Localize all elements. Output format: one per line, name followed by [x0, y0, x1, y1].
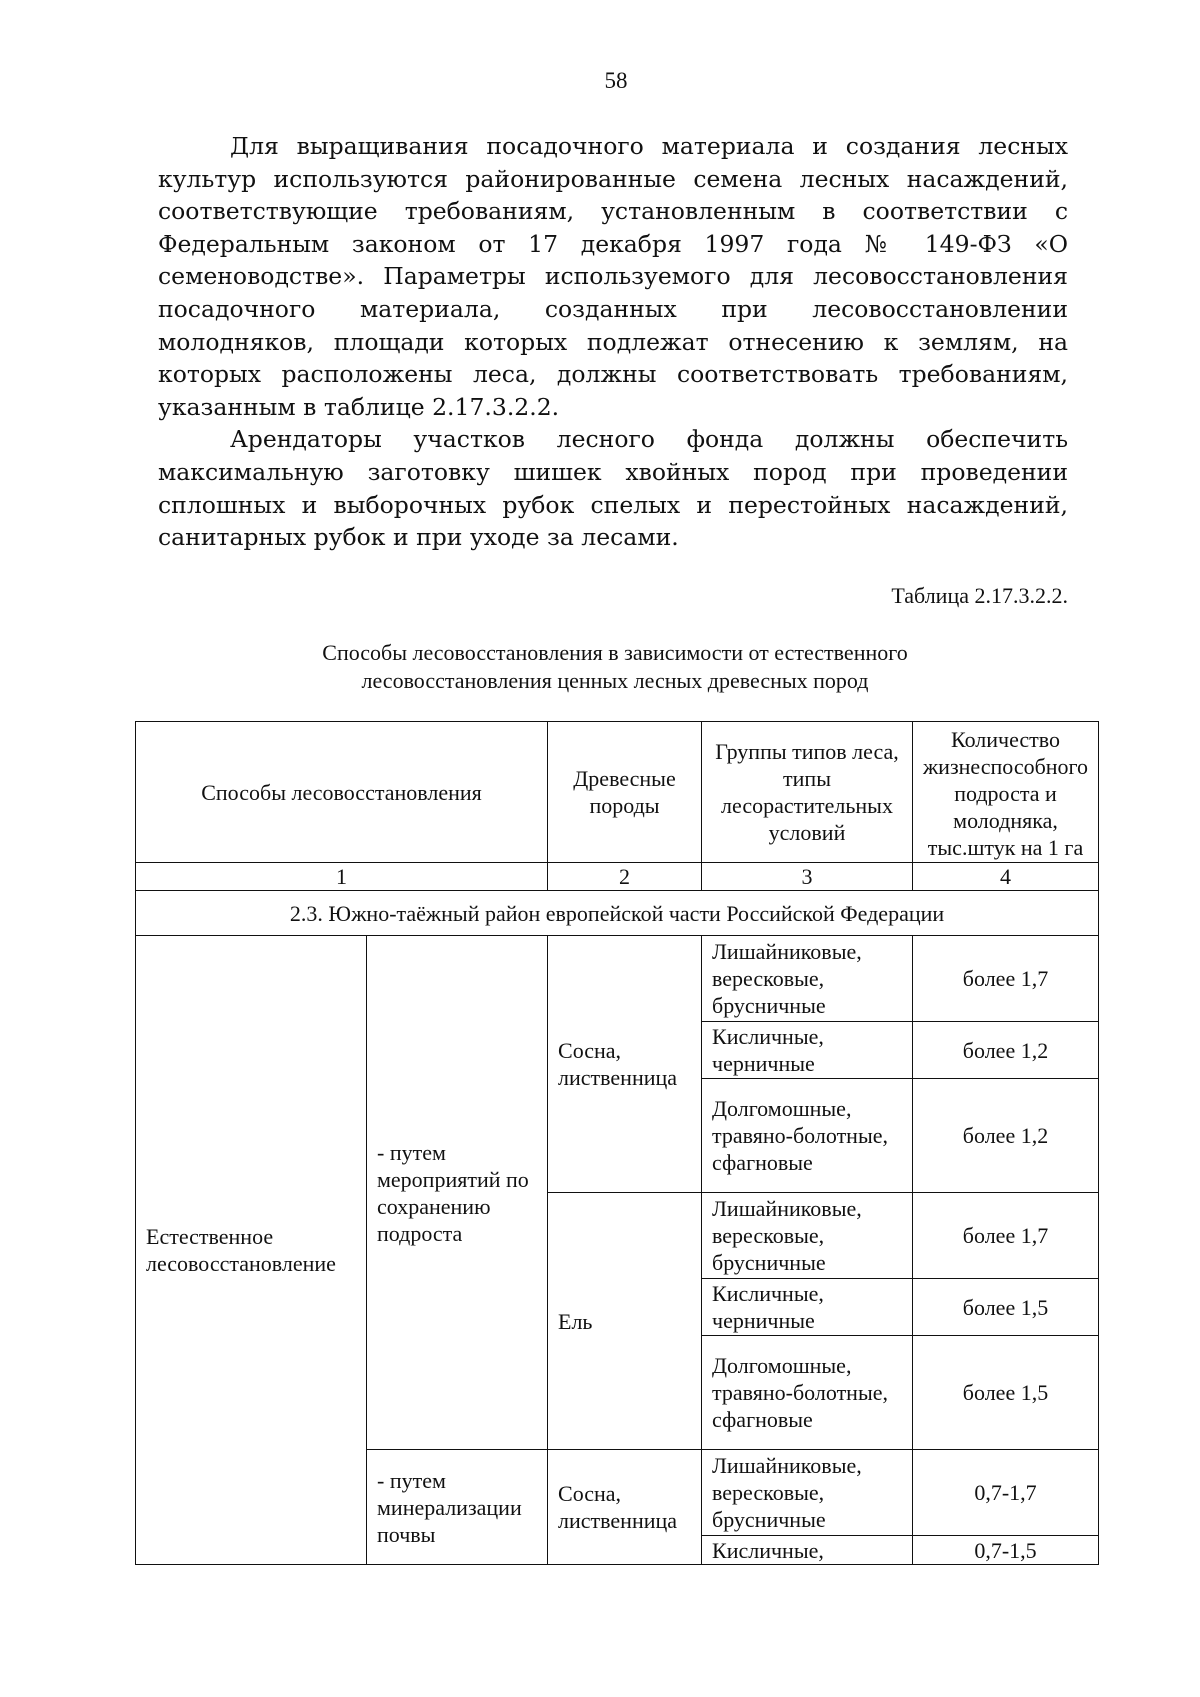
quantity-value: 0,7-1,7 — [913, 1450, 1099, 1536]
forest-group: Кисличные, черничные — [702, 1279, 913, 1336]
column-number: 3 — [702, 863, 913, 891]
table-title-line: лесовосстановления ценных лесных древесных пород — [361, 668, 869, 693]
header-species: Древесные породы — [548, 722, 702, 863]
quantity-value: более 1,2 — [913, 1079, 1099, 1193]
paragraph-seed-material: Для выращивания посадочного материала и создания лесных культур используются районированные семена лесных насаждений, соответствующие требованиям, установленным в соответствии с Федеральным законом от 17 декабря 1997 года № 149-ФЗ «О семеноводстве». Параметры используемого для лесовосстановления посадочного материала, созданных при лесовосстановлении молодняков, площади которых подлежат отнесению к землям, на которых расположены леса, должны соответствовать требованиям, указанным в таблице 2.17.3.2.2. — [158, 132, 1068, 421]
region-row — [136, 891, 1099, 936]
reforestation-table — [135, 721, 1099, 1565]
quantity-value: более 1,5 — [913, 1279, 1099, 1336]
method-natural: Естественное лесовосстановление — [136, 936, 367, 1565]
quantity-value: более 1,5 — [913, 1336, 1099, 1450]
paragraph-cone-harvest: Арендаторы участков лесного фонда должны обеспечить максимальную заготовку шишек хвойных пород при проведении сплошных и выборочных рубок спелых и перестойных насаждений, санитарных рубок и при уходе за лесами. — [158, 425, 1068, 552]
column-number: 1 — [136, 863, 548, 891]
forest-group: Кисличные, черничные — [702, 1022, 913, 1079]
table-label: Таблица 2.17.3.2.2. — [891, 583, 1068, 608]
forest-group: Долгомошные, травяно-болотные, сфагновые — [702, 1079, 913, 1193]
species-pine-larch: Сосна, лиственница — [548, 936, 702, 1193]
forest-group: Кисличные, — [702, 1536, 913, 1565]
header-quantity: Количество жизнеспособного подроста и молодняка, тыс.штук на 1 га — [913, 722, 1099, 863]
quantity-value: 0,7-1,5 — [913, 1536, 1099, 1565]
column-number: 2 — [548, 863, 702, 891]
table-title-line: Способы лесовосстановления в зависимости от естественного — [322, 640, 908, 665]
region-title: 2.3. Южно-таёжный район европейской части Российской Федерации — [136, 891, 1099, 936]
page-number: 58 — [604, 68, 628, 93]
forest-group: Лишайниковые, вересковые, брусничные — [702, 1450, 913, 1536]
species-spruce: Ель — [548, 1193, 702, 1450]
forest-group: Лишайниковые, вересковые, брусничные — [702, 936, 913, 1022]
table-header-row — [136, 722, 1099, 863]
quantity-value: более 1,7 — [913, 1193, 1099, 1279]
header-forest-groups: Группы типов леса, типы лесорастительных условий — [702, 722, 913, 863]
species-pine-larch: Сосна, лиственница — [548, 1450, 702, 1565]
header-method: Способы лесовосстановления — [136, 722, 548, 863]
column-number: 4 — [913, 863, 1099, 891]
sub-method-undergrowth: - путем мероприятий по сохранению подроста — [367, 936, 548, 1450]
table-row — [136, 936, 1099, 1022]
body-text — [158, 130, 1068, 554]
sub-method-mineralization: - путем минерализации почвы — [367, 1450, 548, 1565]
table-title — [250, 639, 980, 695]
column-number-row — [136, 863, 1099, 891]
quantity-value: более 1,7 — [913, 936, 1099, 1022]
quantity-value: более 1,2 — [913, 1022, 1099, 1079]
forest-group: Долгомошные, травяно-болотные, сфагновые — [702, 1336, 913, 1450]
forest-group: Лишайниковые, вересковые, брусничные — [702, 1193, 913, 1279]
